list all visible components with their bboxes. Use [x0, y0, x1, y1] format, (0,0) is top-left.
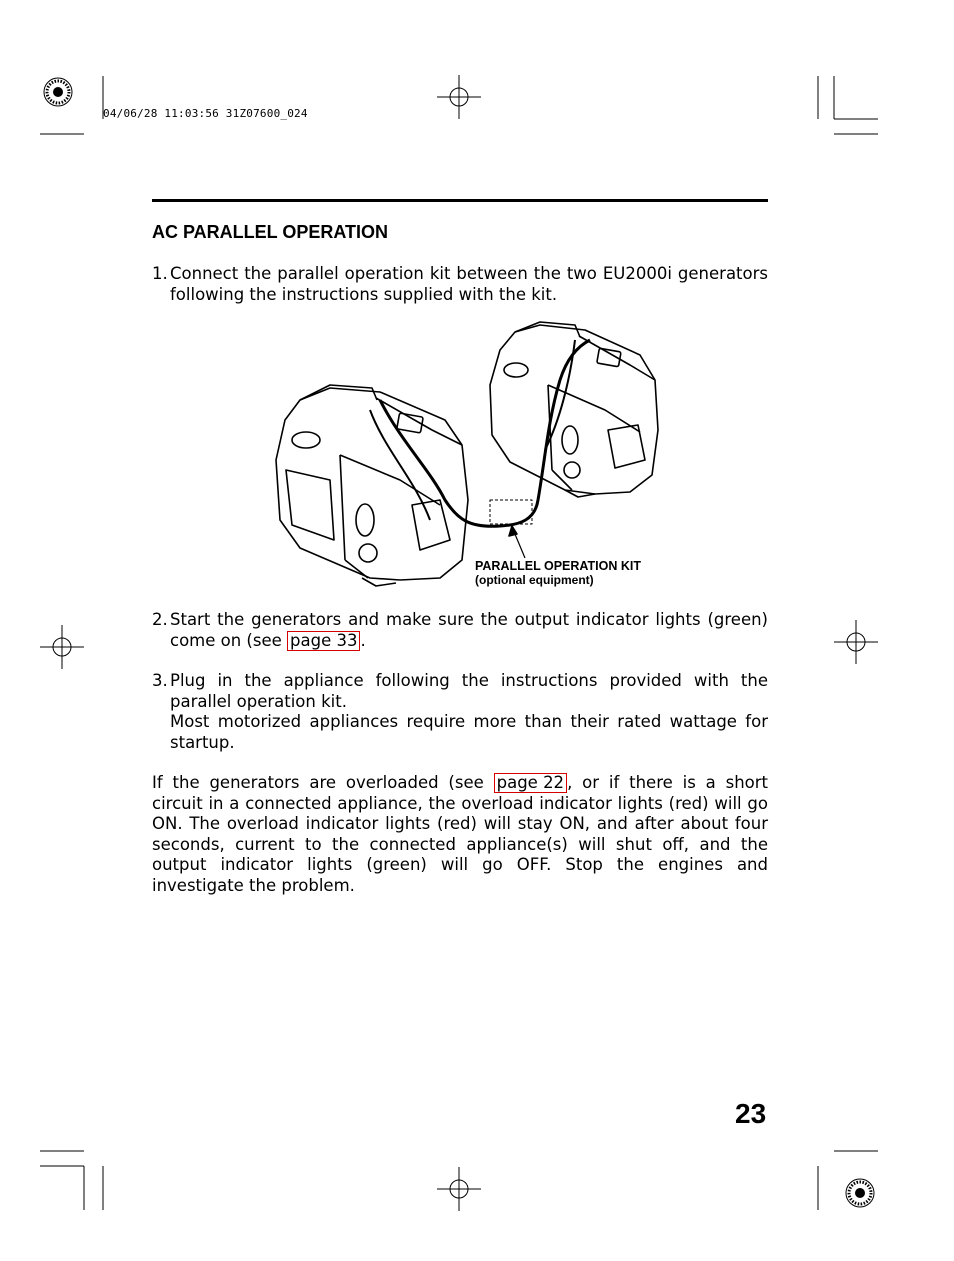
step-3 — [152, 671, 768, 753]
step-text: Connect the parallel operation kit between the two EU2000i generators following the instructions supplied with the kit. — [170, 264, 768, 304]
step-number: 1. — [152, 264, 168, 283]
step-number: 3. — [152, 671, 168, 690]
figure-caption-subtitle: (optional equipment) — [475, 573, 594, 587]
figure-caption-title: PARALLEL OPERATION KIT — [475, 559, 641, 573]
step-text-before: Start the generators and make sure the output indicator lights (green) come on (see — [170, 610, 768, 650]
step-text-note: Most motorized appliances require more than their rated wattage for startup. — [170, 712, 768, 752]
figure-caption — [475, 559, 641, 587]
overload-note — [152, 773, 768, 896]
step-text-line: Plug in the appliance following the instructions provided with the parallel operation kit. — [170, 671, 768, 711]
page-33-link[interactable]: page 33 — [287, 631, 360, 651]
section-title: AC PARALLEL OPERATION — [152, 222, 389, 242]
step-text — [170, 610, 768, 651]
page-number: 23 — [735, 1098, 767, 1129]
print-timestamp: 04/06/28 11:03:56 31Z07600_024 — [103, 107, 308, 120]
note-text-after: , or if there is a short circuit in a connected appliance, the overload indicator lights (red) will go ON. The overload indicator lights (red) will stay ON, and after about four seconds, current to the connected appliance(s) will shut off, and the output indicator lights (green) will go OFF. Stop the engines and investigate the problem. — [152, 773, 768, 895]
step-2 — [152, 610, 768, 651]
step-number: 2. — [152, 610, 168, 629]
step-text-after: . — [360, 630, 366, 650]
step-text — [170, 671, 768, 753]
page-22-link[interactable]: page 22 — [494, 773, 567, 793]
note-text-before: If the generators are overloaded (see — [152, 773, 494, 792]
